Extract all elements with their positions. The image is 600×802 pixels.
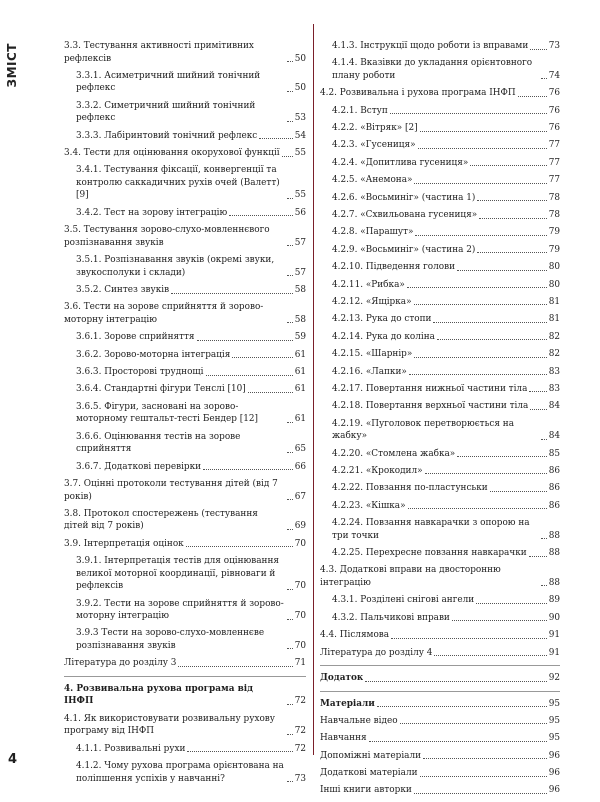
- toc-entry-title: 4.2.25. Перехресне повзання навкарачки: [332, 548, 527, 559]
- toc-entry-page: 83: [548, 366, 560, 377]
- toc-entry[interactable]: [64, 508, 306, 533]
- toc-entry-title: 4.2.20. «Стомлена жабка»: [332, 448, 456, 459]
- toc-entry-title: 3.3.3. Лабіринтовий тонічний рефлекс: [76, 130, 258, 141]
- toc-entry-page: 92: [548, 673, 560, 683]
- toc-entry-title: 3.9.1. Інтерпретація тестів для оцінювання великої моторної координації, рівноваги й рефлексів: [76, 556, 279, 592]
- toc-entry-title: 4.2.15. «Шарнір»: [332, 349, 413, 360]
- dot-leader: [287, 704, 293, 705]
- dot-leader: [414, 793, 547, 794]
- toc-entry[interactable]: [64, 130, 306, 143]
- dot-leader: [420, 131, 547, 132]
- toc-entry-page: 72: [294, 743, 306, 754]
- toc-entry-title: 4.2.1. Вступ: [332, 105, 388, 116]
- toc-entry[interactable]: [320, 517, 560, 542]
- toc-entry-title: 4.3.2. Пальчикові вправи: [332, 612, 450, 623]
- toc-entry-title: Додаткові матеріали: [320, 768, 418, 779]
- toc-entry-page: 84: [548, 431, 560, 442]
- toc-entry[interactable]: [64, 478, 306, 503]
- toc-entry-page: 95: [548, 733, 560, 744]
- toc-entry[interactable]: [64, 254, 306, 279]
- toc-entry-page: 59: [294, 332, 306, 343]
- toc-entry-title: 4.2.22. Повзання по-пластунськи: [332, 483, 488, 494]
- toc-entry-page: 57: [294, 267, 306, 278]
- toc-entry-page: 53: [294, 113, 306, 124]
- dot-leader: [287, 734, 293, 735]
- toc-entry[interactable]: [64, 224, 306, 249]
- dot-leader: [541, 538, 547, 539]
- toc-entry-title: 3.6. Тести на зорове сприйняття й зорово-моторну інтеграцію: [64, 302, 264, 325]
- dot-leader: [490, 491, 547, 492]
- toc-entry-page: 50: [294, 83, 306, 94]
- dot-leader: [232, 357, 292, 358]
- toc-entry-page: 95: [548, 698, 560, 709]
- dot-leader: [287, 648, 293, 649]
- dot-leader: [409, 374, 547, 375]
- dot-leader: [287, 452, 293, 453]
- toc-entry[interactable]: [320, 57, 560, 82]
- toc-entry[interactable]: [320, 732, 560, 745]
- dot-leader: [287, 121, 293, 122]
- dot-leader: [530, 49, 546, 50]
- toc-entry-title: 3.3.2. Симетричний шийний тонічний рефлекс: [76, 100, 256, 124]
- toc-entry-page: 85: [548, 448, 560, 459]
- toc-entry-page: 83: [548, 383, 560, 394]
- toc-entry-page: 78: [548, 210, 560, 221]
- toc-entry-page: 80: [548, 279, 560, 290]
- section-tab: [0, 18, 24, 113]
- toc-entry-page: 55: [294, 190, 306, 201]
- toc-entry-page: 73: [294, 773, 306, 784]
- toc-entry-title: 4.2.24. Повзання навкарачки з опорою на три точки: [332, 518, 530, 541]
- toc-entry-page: 69: [294, 521, 306, 532]
- toc-entry-title: Інші книги авторки: [320, 785, 412, 796]
- toc-entry[interactable]: [64, 683, 306, 708]
- dot-leader: [171, 293, 293, 294]
- toc-entry-title: 3.5.2. Синтез звуків: [76, 285, 170, 296]
- toc-entry[interactable]: [64, 164, 306, 202]
- toc-entry-page: 77: [548, 157, 560, 168]
- toc-entry[interactable]: [320, 87, 560, 100]
- toc-entry-title: 4.2.19. «Пуголовок перетворюється на жабку»: [332, 418, 515, 442]
- dot-leader: [377, 706, 547, 707]
- toc-entry-page: 77: [548, 175, 560, 186]
- toc-entry[interactable]: [320, 40, 560, 53]
- toc-entry[interactable]: [64, 349, 306, 362]
- toc-entry[interactable]: [320, 366, 560, 379]
- toc-entry-title: 3.9. Інтерпретація оцінок: [64, 538, 184, 549]
- toc-entry[interactable]: [64, 301, 306, 326]
- dot-leader: [287, 322, 293, 323]
- toc-entry-page: 65: [294, 444, 306, 455]
- toc-entry[interactable]: [64, 431, 306, 456]
- dot-leader: [434, 655, 546, 656]
- toc-entry-page: 82: [548, 349, 560, 360]
- toc-entry-title: 4.2.21. «Крокодил»: [332, 465, 423, 476]
- toc-entry-page: 77: [548, 140, 560, 151]
- dot-leader: [408, 508, 547, 509]
- toc-entry-page: 95: [548, 715, 560, 726]
- toc-entry-page: 66: [294, 461, 306, 472]
- dot-leader: [287, 529, 293, 530]
- toc-entry-page: 86: [548, 500, 560, 511]
- dot-leader: [529, 391, 546, 392]
- toc-entry[interactable]: [320, 400, 560, 413]
- toc-entry[interactable]: [320, 698, 560, 711]
- dot-leader: [425, 473, 547, 474]
- toc-entry-title: 4.2.17. Повертання нижньої частини тіла: [332, 383, 528, 394]
- toc-entry[interactable]: [320, 348, 560, 361]
- dot-leader: [287, 245, 293, 246]
- toc-entry[interactable]: [320, 715, 560, 728]
- toc-entry-title: 3.3.1. Асиметричний шийний тонічний рефлекс: [76, 70, 261, 94]
- toc-entry[interactable]: [64, 284, 306, 297]
- toc-entry[interactable]: [64, 147, 306, 160]
- toc-entry[interactable]: [320, 448, 560, 461]
- toc-entry-page: 80: [548, 262, 560, 273]
- toc-entry-page: 79: [548, 244, 560, 255]
- toc-entry[interactable]: [320, 547, 560, 560]
- toc-entry[interactable]: [64, 366, 306, 379]
- toc-entry-page: 76: [548, 123, 560, 134]
- toc-entry-title: 4.2.9. «Восьминіг» (частина 2): [332, 244, 476, 255]
- dot-leader: [365, 681, 546, 682]
- toc-entry-title: 4.1.3. Інструкції щодо роботи із вправами: [332, 41, 529, 51]
- dot-leader: [287, 589, 293, 590]
- toc-entry-title: Додаток: [320, 673, 364, 683]
- toc-entry-page: 54: [294, 130, 306, 141]
- toc-entry-page: 88: [548, 548, 560, 559]
- dot-leader: [470, 165, 546, 166]
- toc-entry[interactable]: [320, 226, 560, 239]
- toc-entry-title: 3.5. Тестування зорово-слухо-мовленнєвого розпізнавання звуків: [64, 225, 270, 248]
- dot-leader: [287, 422, 293, 423]
- section-separator: [64, 676, 306, 677]
- toc-entry-page: 96: [548, 785, 560, 796]
- toc-entry-title: 4.2.10. Підведення голови: [332, 262, 456, 273]
- toc-left-column: [64, 40, 306, 790]
- toc-entry-title: 4.2. Розвивальна і рухова програма ІНФП: [320, 88, 516, 99]
- toc-entry[interactable]: [320, 192, 560, 205]
- toc-entry[interactable]: [64, 331, 306, 344]
- toc-entry[interactable]: [64, 627, 306, 652]
- toc-entry-title: Матеріали: [320, 698, 375, 709]
- toc-entry-page: 70: [294, 581, 306, 592]
- dot-leader: [178, 666, 292, 667]
- toc-entry-page: 70: [294, 611, 306, 622]
- toc-entry-page: 88: [548, 577, 560, 588]
- dot-leader: [452, 620, 547, 621]
- dot-leader: [414, 304, 547, 305]
- dot-leader: [400, 723, 547, 724]
- dot-leader: [203, 469, 293, 470]
- toc-entry-title: 4.2.6. «Восьминіг» (частина 1): [332, 192, 476, 203]
- toc-entry-title: 3.5.1. Розпізнавання звуків (окремі звуки, звукосполуки і склади): [76, 255, 275, 278]
- toc-entry-title: 3.6.1. Зорове сприйняття: [76, 332, 195, 343]
- dot-leader: [186, 546, 293, 547]
- toc-entry[interactable]: [320, 139, 560, 152]
- toc-entry[interactable]: [64, 760, 306, 785]
- dot-leader: [479, 218, 547, 219]
- dot-leader: [391, 638, 547, 639]
- toc-entry-title: 3.4.1. Тестування фіксації, конвергенції та контролю саккадичних рухів очей (Валетт) [9]: [76, 165, 280, 201]
- dot-leader: [457, 270, 547, 271]
- dot-leader: [433, 322, 546, 323]
- toc-entry-title: 4.2.13. Рука до стопи: [332, 314, 432, 325]
- toc-entry-page: 61: [294, 349, 306, 360]
- toc-entry-page: 81: [548, 296, 560, 307]
- dot-leader: [529, 556, 547, 557]
- toc-entry-page: 88: [548, 530, 560, 541]
- column-divider: [313, 24, 314, 755]
- toc-entry[interactable]: [320, 750, 560, 763]
- toc-entry-title: 3.9.2. Тести на зорове сприйняття й зорово-моторну інтеграцію: [76, 598, 284, 622]
- dot-leader: [414, 183, 546, 184]
- dot-leader: [457, 456, 546, 457]
- toc-entry-page: 76: [548, 88, 560, 99]
- toc-entry[interactable]: [64, 743, 306, 756]
- toc-entry-page: 91: [548, 647, 560, 658]
- dot-leader: [287, 91, 293, 92]
- toc-entry-title: 3.4.2. Тест на зорову інтеграцію: [76, 207, 228, 218]
- toc-entry-page: 70: [294, 640, 306, 651]
- toc-entry-page: 70: [294, 538, 306, 549]
- dot-leader: [287, 61, 293, 62]
- toc-entry-title: 4.1.4. Вказівки до укладання орієнтовного плану роботи: [332, 58, 533, 81]
- toc-entry-title: 4.1.1. Розвивальні рухи: [76, 743, 186, 754]
- dot-leader: [414, 357, 546, 358]
- toc-entry[interactable]: [320, 672, 560, 685]
- dot-leader: [477, 252, 546, 253]
- toc-entry[interactable]: [320, 465, 560, 478]
- toc-entry-page: 96: [548, 750, 560, 761]
- toc-entry[interactable]: [320, 279, 560, 292]
- toc-entry-title: 3.6.4. Стандартні фігури Тенслі [10]: [76, 384, 246, 395]
- dot-leader: [248, 392, 293, 393]
- section-tab-label: ЗМІСТ: [5, 43, 19, 88]
- toc-entry-page: 81: [548, 314, 560, 325]
- toc-entry-page: 84: [548, 401, 560, 412]
- toc-entry-title: 4.2.5. «Анемона»: [332, 175, 413, 186]
- toc-entry[interactable]: [320, 331, 560, 344]
- section-separator: [320, 691, 560, 692]
- toc-entry-page: 74: [548, 70, 560, 81]
- toc-entry[interactable]: [320, 209, 560, 222]
- dot-leader: [477, 200, 546, 201]
- dot-leader: [518, 96, 547, 97]
- toc-entry[interactable]: [320, 383, 560, 396]
- toc-entry-page: 61: [294, 384, 306, 395]
- toc-entry[interactable]: [64, 100, 306, 125]
- toc-entry-page: 96: [548, 768, 560, 779]
- toc-entry[interactable]: [320, 629, 560, 642]
- toc-entry[interactable]: [320, 767, 560, 780]
- toc-entry-page: 78: [548, 192, 560, 203]
- toc-entry-title: 4.3. Додаткові вправи на двосторонню інтеграцію: [320, 565, 501, 588]
- toc-entry[interactable]: [64, 538, 306, 551]
- toc-entry-title: 4.1.2. Чому рухова програма орієнтована на поліпшення успіхів у навчанні?: [76, 761, 284, 784]
- toc-entry-page: 57: [294, 237, 306, 248]
- toc-entry-page: 55: [294, 148, 306, 159]
- toc-entry[interactable]: [64, 713, 306, 738]
- toc-entry-page: 89: [548, 595, 560, 606]
- toc-entry-title: 4.4. Післямова: [320, 630, 390, 641]
- dot-leader: [541, 78, 547, 79]
- toc-entry-title: 4.2.14. Рука до коліна: [332, 331, 435, 342]
- toc-entry[interactable]: [320, 500, 560, 513]
- toc-entry[interactable]: [320, 105, 560, 118]
- dot-leader: [437, 339, 547, 340]
- toc-entry-title: Допоміжні матеріали: [320, 750, 422, 761]
- toc-entry-page: 86: [548, 483, 560, 494]
- toc-entry-page: 91: [548, 630, 560, 641]
- toc-entry-title: 3.6.3. Просторові труднощі: [76, 367, 204, 378]
- dot-leader: [287, 198, 293, 199]
- toc-entry-title: 4.2.8. «Парашут»: [332, 227, 414, 238]
- toc-entry-title: 4.2.7. «Схвильована гусениця»: [332, 210, 478, 221]
- toc-entry-page: 56: [294, 207, 306, 218]
- toc-entry-title: 3.6.2. Зорово-моторна інтеграція: [76, 349, 231, 360]
- toc-entry-page: 58: [294, 314, 306, 325]
- toc-entry-title: 4.2.12. «Ящірка»: [332, 296, 412, 307]
- page-number: 4: [8, 752, 18, 767]
- toc-entry-title: Література до розділу 3: [64, 658, 177, 669]
- toc-entry[interactable]: [320, 174, 560, 187]
- toc-entry[interactable]: [64, 401, 306, 426]
- toc-entry-title: Навчальне відео: [320, 715, 398, 726]
- toc-entry[interactable]: [320, 418, 560, 443]
- toc-entry[interactable]: [320, 784, 560, 797]
- dot-leader: [206, 375, 293, 376]
- toc-entry-title: Навчання: [320, 733, 367, 744]
- toc-entry-page: 61: [294, 414, 306, 425]
- toc-entry-page: 82: [548, 331, 560, 342]
- toc-entry-title: 3.8. Протокол спостережень (тестування дітей від 7 років): [64, 508, 258, 532]
- toc-entry[interactable]: [64, 207, 306, 220]
- toc-entry[interactable]: [64, 40, 306, 65]
- toc-entry[interactable]: [320, 594, 560, 607]
- dot-leader: [541, 585, 547, 586]
- dot-leader: [259, 138, 292, 139]
- toc-entry-page: 50: [294, 53, 306, 64]
- toc-entry[interactable]: [320, 122, 560, 135]
- toc-entry-title: 4.2.4. «Допитлива гусениця»: [332, 157, 469, 168]
- toc-entry-page: 79: [548, 227, 560, 238]
- dot-leader: [407, 287, 547, 288]
- toc-entry[interactable]: [320, 296, 560, 309]
- toc-entry-page: 71: [294, 658, 306, 669]
- toc-entry-title: 4.2.16. «Лапки»: [332, 366, 407, 377]
- sidebar: [0, 0, 24, 788]
- toc-entry[interactable]: [320, 157, 560, 170]
- toc-entry-title: 4.2.11. «Рибка»: [332, 279, 405, 290]
- toc-entry-title: 4.3.1. Розділені снігові ангели: [332, 595, 475, 606]
- toc-entry-title: 4.2.2. «Вітряк» [2]: [332, 123, 418, 134]
- dot-leader: [197, 340, 293, 341]
- toc-entry[interactable]: [320, 244, 560, 257]
- toc-entry[interactable]: [64, 598, 306, 623]
- toc-entry[interactable]: [320, 261, 560, 274]
- toc-entry-title: 4.2.23. «Кішка»: [332, 500, 406, 511]
- toc-entry[interactable]: [320, 647, 560, 660]
- toc-entry[interactable]: [64, 383, 306, 396]
- dot-leader: [229, 215, 293, 216]
- toc-entry-page: 61: [294, 367, 306, 378]
- dot-leader: [415, 235, 546, 236]
- toc-entry-page: 67: [294, 491, 306, 502]
- toc-entry-page: 86: [548, 465, 560, 476]
- toc-entry-title: 3.6.6. Оцінювання тестів на зорове сприйняття: [76, 431, 241, 455]
- toc-entry-title: 3.7. Оцінні протоколи тестування дітей (від 7 років): [64, 479, 278, 502]
- dot-leader: [420, 776, 547, 777]
- dot-leader: [287, 781, 293, 782]
- toc-entry-title: Література до розділу 4: [320, 647, 433, 658]
- toc-entry-page: 72: [294, 696, 306, 707]
- toc-entry-page: 58: [294, 285, 306, 296]
- dot-leader: [418, 148, 547, 149]
- toc-entry[interactable]: [320, 313, 560, 326]
- toc-entry-title: 4. Розвивальна рухова програма від ІНФП: [64, 683, 254, 707]
- dot-leader: [530, 409, 546, 410]
- toc-entry[interactable]: [64, 461, 306, 474]
- toc-entry-title: 3.4. Тести для оцінювання окорухової функції: [64, 148, 280, 159]
- toc-right-column: [320, 40, 560, 802]
- section-separator: [320, 665, 560, 666]
- dot-leader: [287, 275, 293, 276]
- toc-entry[interactable]: [320, 564, 560, 589]
- dot-leader: [423, 758, 547, 759]
- toc-entry-title: 4.2.18. Повертання верхньої частини тіла: [332, 401, 529, 412]
- toc-entry[interactable]: [64, 555, 306, 593]
- toc-entry-title: 3.6.7. Додаткові перевірки: [76, 461, 202, 472]
- toc-entry-title: 4.1. Як використовувати розвивальну рухову програму від ІНФП: [64, 713, 276, 737]
- dot-leader: [287, 619, 293, 620]
- toc-entry-title: 3.6.5. Фігури, засновані на зорово-моторному гештальт-тесті Бендер [12]: [76, 401, 258, 425]
- toc-entry-page: 90: [548, 612, 560, 623]
- dot-leader: [390, 113, 547, 114]
- toc-entry[interactable]: [64, 657, 306, 670]
- dot-leader: [369, 741, 547, 742]
- dot-leader: [541, 439, 547, 440]
- toc-entry-title: 3.3. Тестування активності примітивних рефлексів: [64, 41, 254, 64]
- toc-entry-title: 4.2.3. «Гусениця»: [332, 140, 416, 151]
- dot-leader: [187, 751, 292, 752]
- toc-entry[interactable]: [320, 612, 560, 625]
- toc-entry-page: 72: [294, 726, 306, 737]
- dot-leader: [287, 499, 293, 500]
- toc-entry-page: 76: [548, 105, 560, 116]
- toc-entry-title: 3.9.3 Тести на зорово-слухо-мовленнєве розпізнавання звуків: [76, 628, 265, 651]
- toc-entry[interactable]: [320, 482, 560, 495]
- toc-entry[interactable]: [64, 70, 306, 95]
- dot-leader: [476, 603, 547, 604]
- dot-leader: [282, 156, 293, 157]
- toc-entry-page: 73: [548, 41, 560, 51]
